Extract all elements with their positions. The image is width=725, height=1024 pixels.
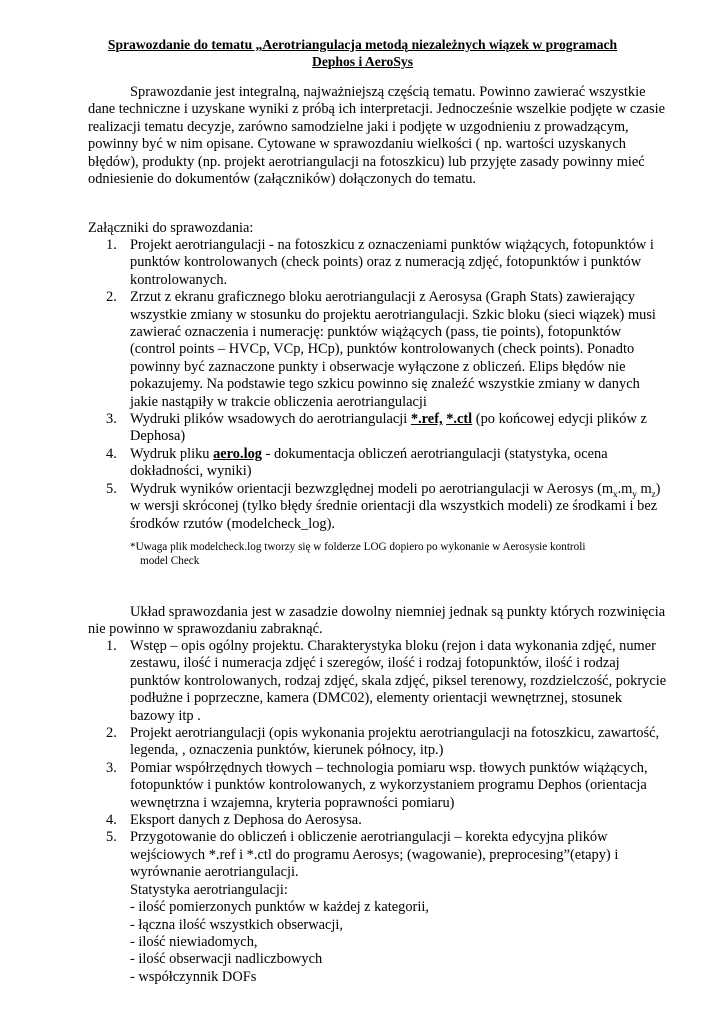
subscript-separator: m: [636, 480, 652, 497]
statistics-block: [130, 882, 668, 986]
title-line-2: Dephos i AeroSys: [312, 54, 413, 69]
list-number: 5.: [106, 480, 117, 497]
list-item-text: Wstęp – opis ogólny projektu. Charakterystyka bloku (rejon i data wykonania zdjęć, numer zestawu, ilość i numeracja zdjęć i szeregów, ilość i rodzaj fotopunktów, ilość i rodzaj punktów kontrolowanych, rodzaj zdjęć, skala zdjęć, piksel terenowy, rozdzielczość, pokrycie podłużne i poprzeczne, kamera (DMC02), elementy orientacji wewnętrznej, stosunek bazowy itp .: [130, 638, 667, 724]
attachments-list: [88, 237, 668, 533]
statistics-item: - łączna ilość wszystkich obserwacji,: [130, 916, 343, 933]
list-item-text: Projekt aerotriangulacji - na fotoszkicu z oznaczeniami punktów wiążących, fotopunktów i punktów kontrolowanych (check points) oraz z numeracją zdjęć, fotopunktów i punktów kontrolowanych.: [130, 237, 654, 288]
subscript-y: y: [632, 488, 637, 499]
statistics-item: - ilość niewiadomych,: [130, 933, 258, 950]
statistics-item: - współczynnik DOFs: [130, 968, 257, 985]
list-item-text-end: (po końcowej edycji plików z Dephosa): [130, 411, 647, 445]
subscript-z: z: [651, 488, 656, 499]
list-number: 2.: [106, 289, 117, 306]
list-item: [88, 638, 668, 725]
attachments-heading: Załączniki do sprawozdania:: [88, 220, 254, 236]
list-item-text-end: - dokumentacja obliczeń aerotriangulacji (statystyka, ocena dokładności, wyniki): [130, 445, 608, 480]
subscript-x: x: [613, 488, 618, 499]
list-item-text: Przygotowanie do obliczeń i obliczenie aerotriangulacji – korekta edycyjna plików wejściowych *.ref i *.ctl do programu Aerosys; (wagowanie), preprocesing”(etapy) i wyrównanie aerotriangulacji.: [130, 829, 619, 881]
list-item: [88, 812, 668, 829]
list-item: [88, 237, 668, 289]
intro-paragraph: Sprawozdanie jest integralną, najważniejszą częścią tematu. Powinno zawierać wszystkie dane techniczne i uzyskane wyniki z próbą ich interpretacji. Jednocześnie wszelkie podjęte w czasie realizacji tematu decyzje, zarówno samodzielne jaki i podjęte w uzgodnieniu z prowadzącym, powinny być w nim opisane. Cytowane w sprawozdaniu wielkości ( np. wartości uzyskanych błędów), produkty (np. projekt aerotriangulacji na fotoszkicu) lub przyjęte zasady powinny mieć odniesienie do dokumentów (załączników) dołączonych do tematu.: [88, 84, 665, 188]
list-item-text: Projekt aerotriangulacji (opis wykonania projektu aerotriangulacji na fotoszkicu, zawartość, legenda, , oznaczenia punktów, kierunek północy, itp.): [130, 725, 660, 759]
list-item-text-start: Wydruk pliku: [130, 445, 214, 462]
layout-list: [88, 638, 668, 986]
statistics-item: - ilość pomierzonych punktów w każdej z kategorii,: [130, 899, 429, 916]
list-item-text-start: Wydruki plików wsadowych do aerotriangulacji: [130, 411, 411, 428]
statistics-heading: Statystyka aerotriangulacji:: [130, 881, 288, 898]
note-line-1: *Uwaga plik modelcheck.log tworzy się w folderze LOG dopiero po wykonanie w Aerosysie kontroli: [130, 541, 586, 553]
title-line-1: Sprawozdanie do tematu „Aerotriangulacja metodą niezależnych wiązek w programach: [107, 37, 618, 52]
log-file-name: aero.log: [213, 445, 262, 462]
note-line-2: model Check: [140, 555, 200, 567]
layout-intro-paragraph: Układ sprawozdania jest w zasadzie dowolny niemniej jednak są punkty których rozwinięcia nie powinno w sprawozdaniu zabraknąć.: [88, 604, 666, 638]
list-item: [88, 481, 668, 533]
list-item-text: Zrzut z ekranu graficznego bloku aerotriangulacji z Aerosysa (Graph Stats) zawierający wszystkie zmiany w stosunku do projektu aerotriangulacji. Szkic bloku (sieci wiązek) musi zawierać oznaczenia i numerację: punktów wiążących (pass, tie points), fotopunktów (control points – HVCp, VCp, HCp), punktów kontrolowanych (check points). Ponadto powinny być zaznaczone punkty i obserwacje wyłączone z obliczeń. Elips błędów nie pokazujemy. Na podstawie tego szkicu powinno się znaleźć wszystkie zmiany w danych jakie nastąpiły w trakcie obliczenia aerotriangulacji: [130, 289, 656, 410]
list-item-text: Pomiar współrzędnych tłowych – technologia pomiaru wsp. tłowych punktów wiążących, fotopunktów i punktów kontrolowanych, z wykorzystaniem programu Dephos (orientacja wewnętrzna i wzajemna, kryteria poprawności pomiaru): [130, 759, 648, 811]
list-number: 1.: [106, 237, 117, 253]
ref-file-name: *.ref,: [410, 411, 443, 428]
list-number: 1.: [106, 638, 117, 654]
ctl-file-name: *.ctl: [446, 411, 473, 428]
list-item: [88, 446, 668, 481]
list-item: [88, 725, 668, 760]
list-item-text: Eksport danych z Dephosa do Aerosysa.: [130, 812, 362, 829]
list-item: [88, 760, 668, 812]
list-number: 5.: [106, 829, 117, 846]
list-number: 3.: [106, 411, 117, 428]
note: [130, 540, 670, 568]
document-title: [60, 36, 665, 70]
list-number: 4.: [106, 812, 117, 829]
list-number: 3.: [106, 759, 117, 776]
subscript-separator: .m: [617, 480, 633, 497]
list-item: [88, 829, 668, 986]
list-item-text-start: Wydruk wyników orientacji bezwzględnej modeli po aerotriangulacji w Aerosys (m: [130, 480, 614, 497]
statistics-item: - ilość obserwacji nadliczbowych: [130, 951, 323, 968]
list-item: [88, 411, 668, 446]
list-item: [88, 289, 668, 411]
list-item-text-end: ) w wersji skróconej (tylko błędy średnie orientacji dla wszystkich modeli) ze środkami i bez środków rzutów (modelcheck_log).: [130, 480, 661, 532]
list-number: 4.: [106, 445, 117, 462]
list-number: 2.: [106, 725, 117, 742]
